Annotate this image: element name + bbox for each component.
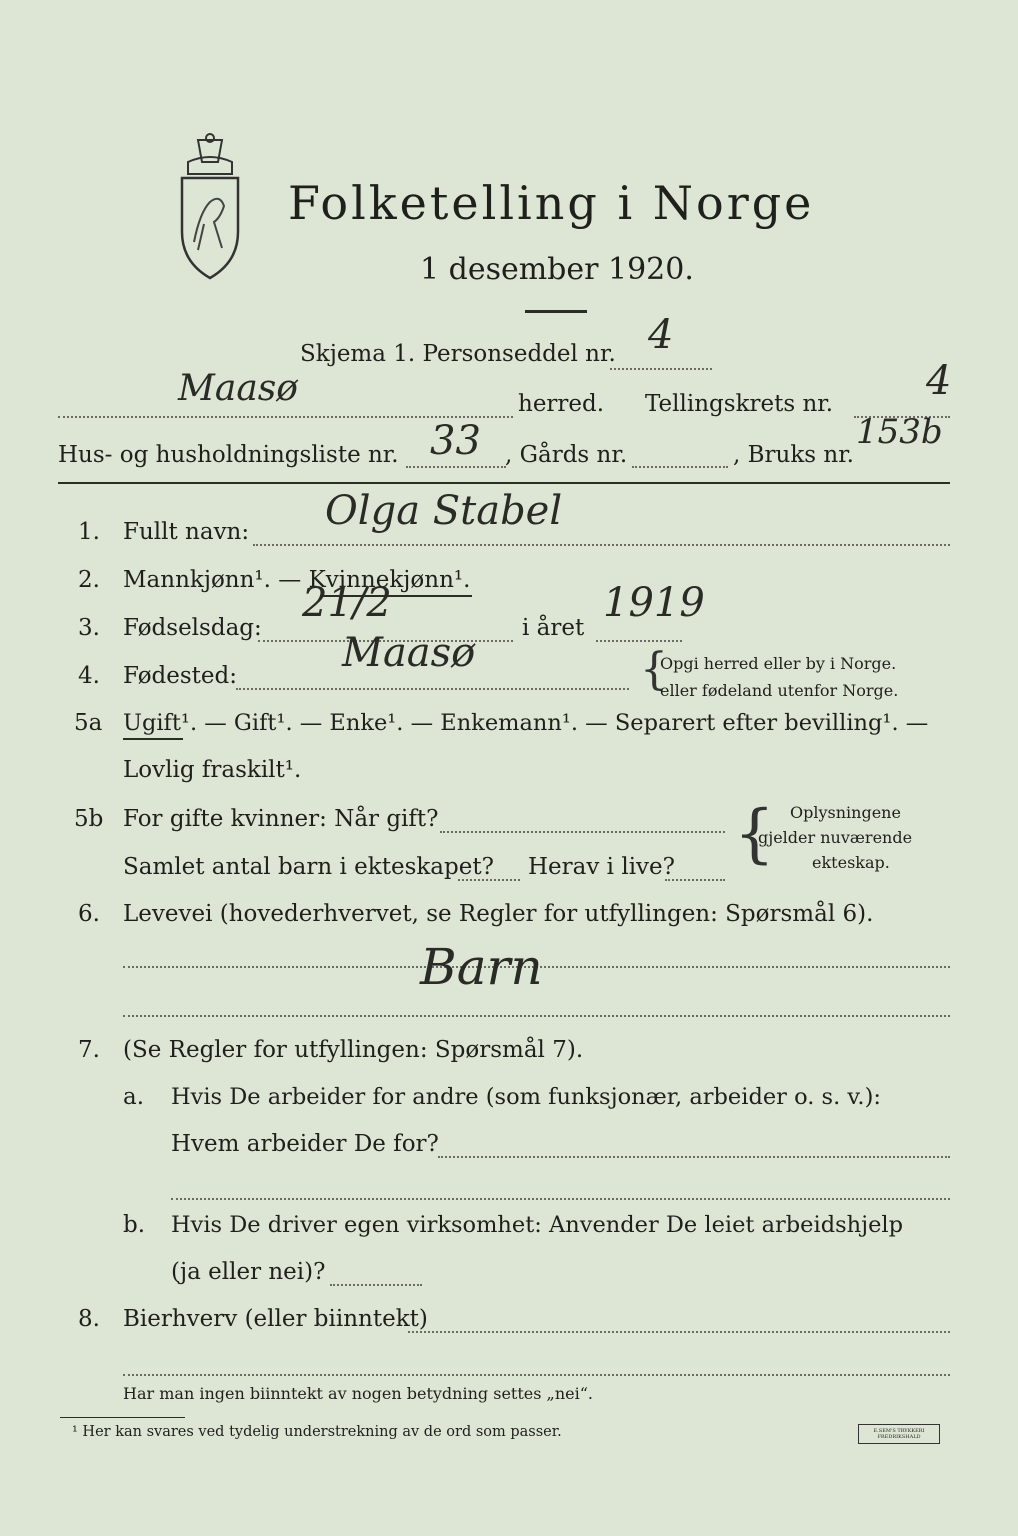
footnote-divider [60,1417,185,1418]
husliste-field-line [406,466,506,468]
q5b-alive-field-line [665,879,725,881]
q7-number: 7. [78,1037,100,1063]
q4-value[interactable]: Maasø [342,630,476,676]
herred-label: herred. [518,391,605,417]
husliste-value[interactable]: 33 [430,418,481,464]
q7a-field-line1 [438,1156,950,1158]
gards-field-line [632,466,728,468]
q5a-underline [123,738,183,740]
q3-year-value[interactable]: 1919 [603,580,705,626]
q3-label: Fødselsdag: [123,615,262,641]
q1-number: 1. [78,519,100,545]
q4-brace: { [640,644,668,695]
q5b-children-field-line [458,879,520,881]
q2-number: 2. [78,567,100,593]
q5b-when-field-line [440,831,725,833]
q5a-number: 5a [74,710,103,736]
q7b-field-line [330,1284,422,1286]
q8-field-line2 [123,1374,950,1376]
q7a-label: Hvis De arbeider for andre (som funksjonær, arbeider o. s. v.): [171,1084,881,1110]
q8-label: Bierhverv (eller biinntekt) [123,1306,428,1332]
gards-label: , Gårds nr. [505,442,628,468]
q5b-brace: { [734,797,775,871]
bruks-value[interactable]: 153b [856,412,943,452]
q5b-note-line1: Oplysningene [790,803,901,822]
q5b-number: 5b [74,806,104,832]
q2-label: Mannkjønn¹. — Kvinnekjønn¹. [123,567,471,593]
q8-field-line1 [408,1331,950,1333]
q7a-label-line2: Hvem arbeider De for? [171,1131,439,1157]
q7b-label-line2: (ja eller nei)? [171,1259,326,1285]
q5b-label: For gifte kvinner: Når gift? [123,806,439,832]
header-divider [58,482,950,484]
q1-field-line [253,544,950,546]
q4-number: 4. [78,663,100,689]
q5a-label: Ugift¹. — Gift¹. — Enke¹. — Enkemann¹. — Separert efter bevilling¹. — [123,710,929,736]
q3-number: 3. [78,615,100,641]
q5b-note-line3: ekteskap. [812,853,890,872]
tellingskrets-label: Tellingskrets nr. [645,391,834,417]
q6-number: 6. [78,901,100,927]
form-title: Folketelling i Norge [288,176,815,230]
q1-value[interactable]: Olga Stabel [325,488,563,534]
herred-value[interactable]: Maasø [178,368,298,409]
q5b-label-alive: Herav i live? [528,854,675,880]
skjema-field-line [610,368,712,370]
printer-stamp-text: E.SEM'S TRYKKERI FREDRIKSHALD [873,1428,925,1440]
q4-note-line2: eller fødeland utenfor Norge. [660,681,899,700]
printer-stamp [858,1424,940,1444]
footnote: ¹ Her kan svares ved tydelig understrekning av de ord som passer. [72,1424,562,1440]
skjema-nr-value[interactable]: 4 [648,312,674,358]
q5b-label-children: Samlet antal barn i ekteskapet? [123,854,494,880]
q7b-label: Hvis De driver egen virksomhet: Anvender De leiet arbeidshjelp [171,1212,904,1238]
q4-label: Fødested: [123,663,238,689]
q7-label: (Se Regler for utfyllingen: Spørsmål 7). [123,1037,584,1063]
husliste-label: Hus- og husholdningsliste nr. [58,442,399,468]
tellingskrets-value[interactable]: 4 [926,358,952,404]
q7b-letter: b. [123,1212,146,1238]
bruks-label: , Bruks nr. [733,442,854,468]
q6-field-line2 [123,1015,950,1017]
coat-of-arms-icon [170,132,250,282]
q3-year-field-line [596,640,682,642]
q8-number: 8. [78,1306,100,1332]
q4-field-line [236,688,629,690]
q4-note-line1: Opgi herred eller by i Norge. [660,654,897,673]
skjema-label: Skjema 1. Personseddel nr. [300,341,616,367]
form-date: 1 desember 1920. [420,252,694,287]
q6-value[interactable]: Barn [420,938,543,996]
q7a-field-line2 [171,1198,950,1200]
q1-label: Fullt navn: [123,519,250,545]
q3-value[interactable]: 21/2 [302,580,392,626]
q3-year-label: i året [522,615,585,641]
q5a-label-line2: Lovlig fraskilt¹. [123,757,302,783]
q5b-note-line2: gjelder nuværende [758,828,913,847]
q6-label: Levevei (hovederhvervet, se Regler for utfyllingen: Spørsmål 6). [123,901,874,927]
q7a-letter: a. [123,1084,145,1110]
bottom-note: Har man ingen biinntekt av nogen betydning settes „nei“. [123,1384,593,1403]
title-divider [525,310,587,313]
